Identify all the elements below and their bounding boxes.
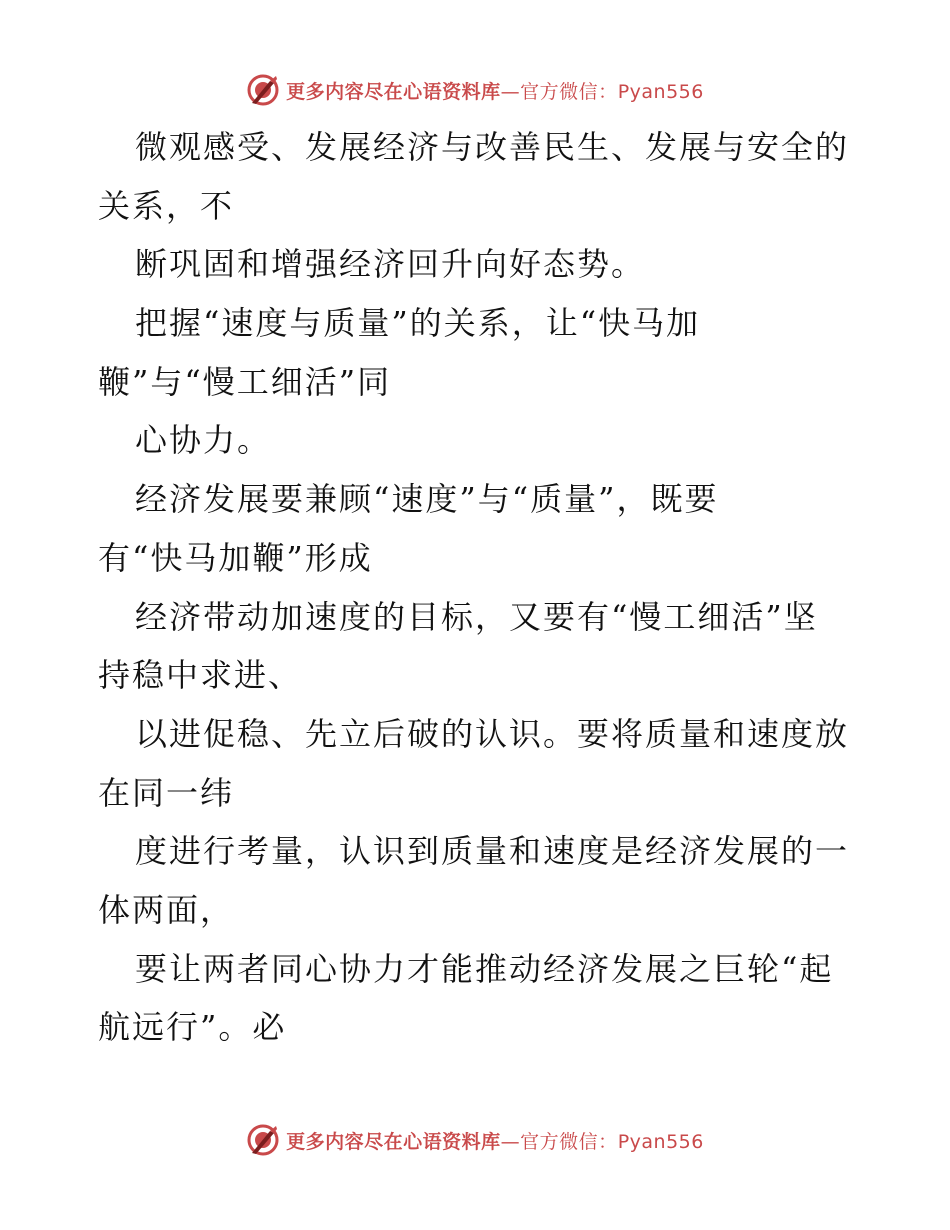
body-text-line: 持稳中求进、 bbox=[98, 656, 303, 695]
banner-title: 更多内容尽在心语资料库 bbox=[286, 80, 501, 103]
body-text-line: 要让两者同心协力才能推动经济发展之巨轮“起 bbox=[135, 949, 834, 988]
quill-seal-logo-icon bbox=[246, 1123, 280, 1157]
banner-wechat-id: Pyan556 bbox=[617, 80, 704, 103]
body-text-line: 经济带动加速度的目标，又要有“慢工细活”坚 bbox=[135, 597, 818, 636]
banner-dash: — bbox=[500, 80, 521, 103]
body-text-line: 以进促稳、先立后破的认识。要将质量和速度放 bbox=[135, 714, 850, 753]
body-text-line: 在同一纬 bbox=[98, 773, 235, 812]
body-text-line: 把握“速度与质量”的关系，让“快马加 bbox=[135, 304, 701, 343]
banner-title: 更多内容尽在心语资料库 bbox=[286, 1130, 501, 1153]
body-text-line: 微观感受、发展经济与改善民生、发展与安全的 bbox=[135, 128, 850, 166]
body-text-line: 断巩固和增强经济回升向好态势。 bbox=[135, 245, 646, 284]
header-banner bbox=[0, 70, 950, 110]
body-text-line: 鞭”与“慢工细活”同 bbox=[98, 362, 392, 401]
body-text-line: 有“快马加鞭”形成 bbox=[98, 538, 373, 577]
body-text-line: 航远行”。必 bbox=[98, 1008, 287, 1047]
body-text-line: 度进行考量，认识到质量和速度是经济发展的一 bbox=[135, 832, 850, 871]
banner-dash: — bbox=[500, 1130, 521, 1153]
body-text-line: 体两面， bbox=[98, 890, 235, 929]
banner-wechat-label: 官方微信： bbox=[520, 80, 618, 103]
body-text-line: 经济发展要兼顾“速度”与“质量”，既要 bbox=[135, 480, 719, 519]
banner-wechat-label: 官方微信： bbox=[520, 1130, 618, 1153]
quill-seal-logo-icon bbox=[246, 73, 280, 107]
footer-banner bbox=[0, 1120, 950, 1160]
document-body bbox=[98, 118, 858, 1057]
body-text-line: 心协力。 bbox=[135, 421, 272, 460]
banner-wechat-id: Pyan556 bbox=[617, 1130, 704, 1153]
body-text-line: 关系，不 bbox=[98, 186, 235, 225]
